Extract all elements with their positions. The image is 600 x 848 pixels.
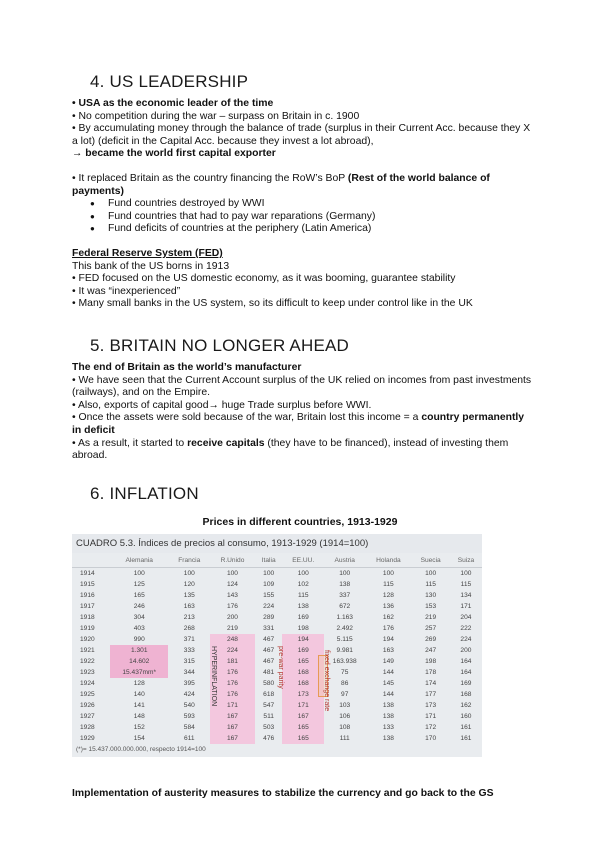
table-cell: 86 xyxy=(341,680,349,687)
table-cell: 169 xyxy=(282,645,324,656)
table-cell: 344 xyxy=(183,669,195,676)
table-cell: 289 xyxy=(263,614,275,621)
no-competition-line: • No competition during the war – surpass on Britain in c. 1900 xyxy=(72,110,360,122)
table-row xyxy=(72,568,482,580)
table-cell: 144 xyxy=(382,669,394,676)
table-cell: 138 xyxy=(382,702,394,709)
table-cell: 163 xyxy=(183,603,195,610)
table-cell: 149 xyxy=(382,658,394,665)
table-cell: 135 xyxy=(183,592,195,599)
table-cell: 584 xyxy=(183,724,195,731)
table-cell: 224 xyxy=(210,645,255,656)
table-cell: 100 xyxy=(425,570,437,577)
table-cell: 134 xyxy=(460,592,472,599)
table-cell: 194 xyxy=(382,636,394,643)
table-cell: 103 xyxy=(339,702,351,709)
fed-line: • It was “inexperienced” xyxy=(72,285,181,297)
table-cell: 1928 xyxy=(80,724,95,731)
table-cell: 138 xyxy=(382,713,394,720)
section-4-title: 4. US LEADERSHIP xyxy=(90,72,249,91)
table-cell: 176 xyxy=(210,678,255,689)
table-cell: 176 xyxy=(210,667,255,678)
table-cell: 172 xyxy=(425,724,437,731)
column-header: Suecia xyxy=(411,553,449,568)
table-cell: 168 xyxy=(282,667,324,678)
table-cell: 593 xyxy=(183,713,195,720)
table-row xyxy=(72,733,482,744)
table-cell: 153 xyxy=(425,603,437,610)
receive-capitals-line xyxy=(72,438,534,463)
table-cell: 333 xyxy=(183,647,195,654)
end-of-britain-heading: The end of Britain as the world’s manufacturer xyxy=(72,362,302,373)
table-cell: 672 xyxy=(339,603,351,610)
table-cell: 144 xyxy=(382,691,394,698)
table-cell: 173 xyxy=(425,702,437,709)
assets-sold-line xyxy=(72,412,534,437)
table-cell: 128 xyxy=(382,592,394,599)
fed-line: • FED focused on the US domestic economy, as it was booming, guarantee stability xyxy=(72,273,456,285)
table-cell: 168 xyxy=(460,691,472,698)
table-cell: 136 xyxy=(382,603,394,610)
table-cell: 128 xyxy=(133,680,145,687)
table-cell: 257 xyxy=(425,625,437,632)
table-footnote: (*)= 15.437.000.000.000, respecto 1914=100 xyxy=(72,744,482,755)
table-cell: 75 xyxy=(341,669,349,676)
table-cell: 1921 xyxy=(80,647,95,654)
table-row xyxy=(72,623,482,634)
spacer xyxy=(72,236,534,248)
table-cell: 1926 xyxy=(80,702,95,709)
table-cell: 224 xyxy=(460,636,472,643)
table-cell: 115 xyxy=(383,581,394,588)
spacer xyxy=(72,161,534,173)
table-cell: 111 xyxy=(339,735,350,742)
table-cell: 170 xyxy=(425,735,437,742)
assets-sold-text: • Once the assets were sold because of the war, Britain lost this income = a xyxy=(72,412,422,424)
table-cell: 511 xyxy=(263,713,274,720)
table-cell: 163.938 xyxy=(332,658,357,665)
table-cell: 152 xyxy=(133,724,145,731)
table-cell: 204 xyxy=(460,614,472,621)
table-cell: 1929 xyxy=(80,735,95,742)
table-cell: 100 xyxy=(297,570,309,577)
column-header: Holanda xyxy=(365,553,411,568)
table-cell: 165 xyxy=(282,733,324,744)
table-cell: 990 xyxy=(133,636,145,643)
table-cell: 160 xyxy=(460,713,472,720)
table-cell: 124 xyxy=(226,581,238,588)
table-cell: 178 xyxy=(425,669,437,676)
table-cell: 169 xyxy=(297,614,309,621)
table-row xyxy=(72,711,482,722)
table-cell: 115 xyxy=(298,592,309,599)
table-cell: 1925 xyxy=(80,691,95,698)
table-cell: 1.301 xyxy=(110,645,168,656)
section-4-body xyxy=(72,98,534,311)
table-cell: 1924 xyxy=(80,680,95,687)
table-row xyxy=(72,579,482,590)
table-cell: 165 xyxy=(282,656,324,667)
table-row xyxy=(72,612,482,623)
table-row xyxy=(72,722,482,733)
prices-table-image xyxy=(72,534,482,757)
table-cell: 155 xyxy=(263,592,275,599)
table-row xyxy=(72,689,482,700)
table-cell: 315 xyxy=(183,658,195,665)
table-cell: 169 xyxy=(460,680,472,687)
table-cell: 115 xyxy=(425,581,436,588)
replaced-britain-line xyxy=(72,173,534,198)
fed-line: This bank of the US borns in 1913 xyxy=(72,260,230,272)
table-cell: 133 xyxy=(382,724,394,731)
table-caption: CUADRO 5.3. Índices de precios al consumo, 1913-1929 (1914=100) xyxy=(72,534,482,553)
table-row xyxy=(72,700,482,711)
table-cell: 164 xyxy=(460,658,472,665)
table-cell: 198 xyxy=(425,658,437,665)
table-cell: 176 xyxy=(210,689,255,700)
table-cell: 162 xyxy=(460,702,472,709)
table-cell: 15.437mm* xyxy=(110,667,168,678)
table-cell: 1923 xyxy=(80,669,95,676)
table-cell: 171 xyxy=(460,603,472,610)
table-cell: 106 xyxy=(339,713,351,720)
table-row xyxy=(72,590,482,601)
table-cell: 467 xyxy=(263,658,275,665)
column-header: EE.UU. xyxy=(282,553,324,568)
section-5-title: 5. BRITAIN NO LONGER AHEAD xyxy=(90,336,349,355)
deficit-text: country permanently in deficit xyxy=(72,412,525,436)
table-cell: 1916 xyxy=(80,592,95,599)
table-cell: 167 xyxy=(210,733,255,744)
table-cell: 9.981 xyxy=(336,647,353,654)
column-header: Francia xyxy=(168,553,210,568)
table-cell: 1.163 xyxy=(336,614,353,621)
column-header: Suiza xyxy=(450,553,482,568)
fixed-exchange-annotation: fixed exchange rate xyxy=(323,650,330,712)
table-cell: 168 xyxy=(282,678,324,689)
table-cell: 138 xyxy=(382,735,394,742)
austerity-note: Implementation of austerity measures to stabilize the currency and go back to the GS xyxy=(72,788,494,799)
table-cell: 145 xyxy=(382,680,394,687)
table-cell: 181 xyxy=(210,656,255,667)
accumulating-line: • By accumulating money through the balance of trade (surplus in their Current Acc. because they X a lot) (deficit in the Capital Acc. because they invest a lot abroad), xyxy=(72,123,531,147)
table-row xyxy=(72,601,482,612)
fed-line: • Many small banks in the US system, so its difficult to keep under control like in the UK xyxy=(72,298,473,310)
table-cell: 2.492 xyxy=(336,625,353,632)
table-cell: 1919 xyxy=(80,625,95,632)
table-cell: 580 xyxy=(263,680,275,687)
table-cell: 171 xyxy=(210,700,255,711)
table-cell: 503 xyxy=(263,724,275,731)
table-cell: 246 xyxy=(133,603,145,610)
current-account-line: • We have seen that the Current Account surplus of the UK relied on incomes from past investments (railways), and on the Empire. xyxy=(72,374,532,399)
table-cell: 176 xyxy=(382,625,394,632)
table-cell: 138 xyxy=(297,603,309,610)
table-cell: 171 xyxy=(425,713,437,720)
table-cell: 141 xyxy=(133,702,145,709)
table-cell: 268 xyxy=(183,625,195,632)
table-cell: 618 xyxy=(263,691,275,698)
table-cell: 165 xyxy=(133,592,145,599)
list-item: ● Fund countries that had to pay war reparations (Germany) xyxy=(108,211,534,224)
column-header xyxy=(72,553,110,568)
column-header: Alemania xyxy=(110,553,168,568)
table-cell: 1922 xyxy=(80,658,95,665)
table-cell: 130 xyxy=(425,592,437,599)
hyperinflation-annotation: HYPERINFLATION xyxy=(210,646,217,707)
table-cell: 467 xyxy=(263,636,275,643)
table-cell: 476 xyxy=(263,735,275,742)
table-cell: 125 xyxy=(133,581,145,588)
table-cell: 163 xyxy=(382,647,394,654)
table-cell: 224 xyxy=(263,603,275,610)
prices-figure xyxy=(72,516,528,757)
table-cell: 331 xyxy=(263,625,275,632)
table-cell: 173 xyxy=(282,689,324,700)
table-cell: 100 xyxy=(339,570,351,577)
column-header: Austria xyxy=(324,553,365,568)
table-cell: 140 xyxy=(133,691,145,698)
receive-capitals-bold: receive capitals xyxy=(187,437,265,449)
table-cell: 143 xyxy=(226,592,238,599)
table-cell: 167 xyxy=(282,711,324,722)
list-item: ● Fund deficits of countries at the periphery (Latin America) xyxy=(108,223,534,236)
column-header: R.Unido xyxy=(210,553,255,568)
table-row xyxy=(72,634,482,645)
table-cell: 467 xyxy=(263,647,275,654)
table-cell: 138 xyxy=(339,581,351,588)
table-cell: 337 xyxy=(339,592,351,599)
table-cell: 198 xyxy=(297,625,309,632)
replaced-britain-text: • It replaced Britain as the country financing the RoW’s BoP xyxy=(72,172,348,184)
table-cell: 5.115 xyxy=(336,636,353,643)
table-cell: 174 xyxy=(425,680,437,687)
table-cell: 167 xyxy=(210,711,255,722)
table-cell: 100 xyxy=(226,570,238,577)
table-cell: 97 xyxy=(341,691,349,698)
table-cell: 1915 xyxy=(80,581,95,588)
capital-exporter-line: → became the world first capital exporter xyxy=(72,148,276,160)
table-cell: 115 xyxy=(460,581,472,588)
fund-list xyxy=(72,198,534,236)
table-cell: 371 xyxy=(183,636,195,643)
row-bop-text: (Rest of the world balance of payments) xyxy=(72,172,490,197)
section-6-title: 6. INFLATION xyxy=(90,484,199,503)
table-cell: 222 xyxy=(460,625,472,632)
table-cell: 14.602 xyxy=(110,656,168,667)
table-cell: 148 xyxy=(133,713,145,720)
table-cell: 164 xyxy=(460,669,472,676)
table-cell: 424 xyxy=(183,691,195,698)
table-cell: 395 xyxy=(183,680,195,687)
table-cell: 154 xyxy=(133,735,145,742)
table-cell: 100 xyxy=(263,570,275,577)
table-cell: 200 xyxy=(226,614,238,621)
exports-line: • Also, exports of capital good→ huge Trade surplus before WWI. xyxy=(72,399,372,411)
table-cell: 547 xyxy=(263,702,275,709)
table-cell: 1927 xyxy=(80,713,95,720)
table-header-row xyxy=(72,553,482,568)
table-cell: 611 xyxy=(184,735,195,742)
table-cell: 176 xyxy=(226,603,238,610)
table-cell: 1914 xyxy=(80,570,95,577)
table-cell: 213 xyxy=(183,614,195,621)
receive-text-d: instead of investing them abroad. xyxy=(72,437,509,462)
figure-title: Prices in different countries, 1913-1929 xyxy=(202,516,398,528)
table-cell: 219 xyxy=(226,625,238,632)
column-header: Italia xyxy=(255,553,283,568)
usa-leader-line: • USA as the economic leader of the time xyxy=(72,98,274,109)
table-cell: 100 xyxy=(133,570,145,577)
table-cell: 100 xyxy=(382,570,394,577)
pre-war-parity-annotation: pre-war parity xyxy=(277,646,284,689)
table-cell: 481 xyxy=(263,669,275,676)
table-cell: 304 xyxy=(133,614,145,621)
table-cell: 403 xyxy=(133,625,145,632)
receive-text-a: • As a result, it started to xyxy=(72,437,188,449)
table-cell: 109 xyxy=(263,581,275,588)
table-cell: 171 xyxy=(282,700,324,711)
table-cell: 200 xyxy=(460,647,472,654)
table-cell: 248 xyxy=(210,634,255,645)
table-cell: 161 xyxy=(460,735,472,742)
table-cell: 540 xyxy=(183,702,195,709)
table-cell: 1917 xyxy=(80,603,95,610)
table-cell: 102 xyxy=(297,581,309,588)
list-item: ● Fund countries destroyed by WWI xyxy=(108,198,534,211)
section-5-body xyxy=(72,362,534,463)
fed-heading: Federal Reserve System (FED) xyxy=(72,247,223,259)
table-cell: 120 xyxy=(183,581,195,588)
table-cell: 100 xyxy=(183,570,195,577)
receive-text-c: (they have to be financed), xyxy=(264,437,394,449)
table-cell: 108 xyxy=(339,724,351,731)
table-cell: 167 xyxy=(210,722,255,733)
table-cell: 165 xyxy=(282,722,324,733)
table-cell: 1918 xyxy=(80,614,95,621)
table-cell: 177 xyxy=(425,691,437,698)
table-cell: 161 xyxy=(460,724,472,731)
table-cell: 1920 xyxy=(80,636,95,643)
table-cell: 162 xyxy=(382,614,394,621)
table-cell: 269 xyxy=(425,636,437,643)
table-cell: 194 xyxy=(282,634,324,645)
table-cell: 219 xyxy=(425,614,437,621)
table-cell: 247 xyxy=(425,647,437,654)
table-cell: 100 xyxy=(460,570,472,577)
